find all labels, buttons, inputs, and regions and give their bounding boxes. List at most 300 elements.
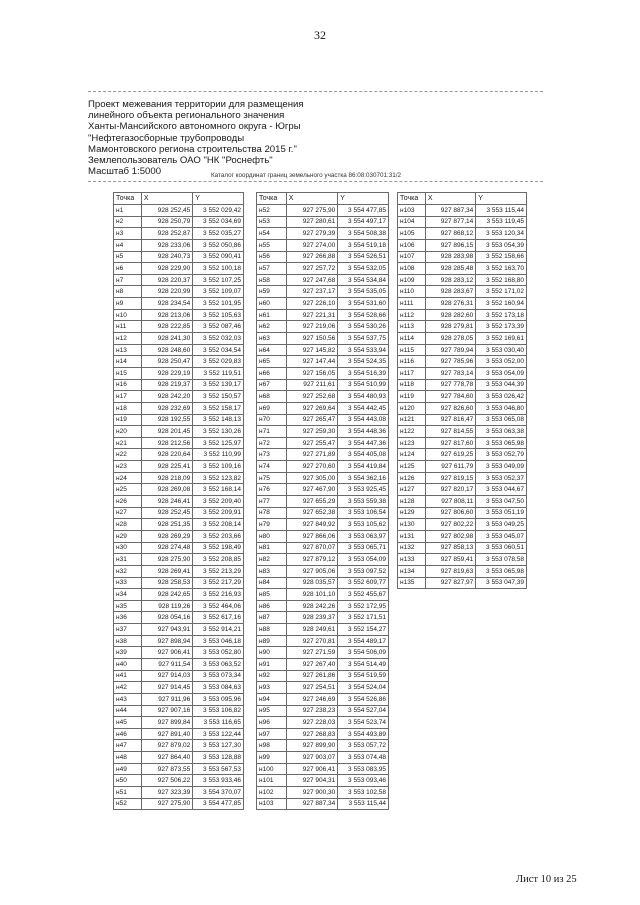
- point-cell: н63: [257, 333, 287, 345]
- col-header-y: Y: [193, 193, 244, 205]
- point-cell: н13: [114, 344, 142, 356]
- point-cell: н124: [398, 449, 426, 461]
- y-cell: 3 553 065,98: [476, 437, 527, 449]
- table-row: [257, 414, 389, 426]
- table-row: [114, 344, 244, 356]
- y-cell: 3 554 528,66: [338, 309, 389, 321]
- x-cell: 928 242,26: [286, 600, 338, 612]
- point-cell: н23: [114, 461, 142, 473]
- point-cell: н5: [114, 251, 142, 263]
- table-row: [257, 763, 389, 775]
- point-cell: н87: [257, 612, 287, 624]
- table-row: [114, 263, 244, 275]
- table-row: [114, 705, 244, 717]
- table-row: [114, 763, 244, 775]
- y-cell: 3 553 925,45: [338, 484, 389, 496]
- table-row: [114, 426, 244, 438]
- y-cell: 3 553 065,08: [476, 414, 527, 426]
- table-row: [257, 530, 389, 542]
- table-row: [114, 798, 244, 810]
- point-cell: н61: [257, 309, 287, 321]
- caption-rule: [88, 181, 543, 182]
- table-row: [257, 461, 389, 473]
- x-cell: 927 271,59: [286, 647, 338, 659]
- x-cell: 927 820,17: [425, 484, 475, 496]
- point-cell: н49: [114, 763, 142, 775]
- point-cell: н77: [257, 496, 287, 508]
- point-cell: н4: [114, 239, 142, 251]
- x-cell: 927 279,39: [286, 228, 338, 240]
- table-row: [398, 449, 527, 461]
- x-cell: 928 283,98: [425, 251, 475, 263]
- y-cell: 3 552 130,26: [193, 426, 244, 438]
- table-row: [114, 519, 244, 531]
- table-row: [114, 530, 244, 542]
- point-cell: н84: [257, 577, 287, 589]
- table-row: [398, 391, 527, 403]
- table-row: [114, 472, 244, 484]
- y-cell: 3 554 514,49: [338, 658, 389, 670]
- table-row: [114, 554, 244, 566]
- y-cell: 3 553 093,46: [338, 775, 389, 787]
- point-cell: н50: [114, 775, 142, 787]
- coordinates-table-2: [256, 192, 389, 810]
- y-cell: 3 553 115,44: [338, 798, 389, 810]
- y-cell: 3 553 097,52: [338, 565, 389, 577]
- x-cell: 928 229,90: [141, 263, 192, 275]
- y-cell: 3 552 914,21: [193, 624, 244, 636]
- y-cell: 3 553 046,18: [193, 635, 244, 647]
- table-row: [398, 554, 527, 566]
- point-cell: н21: [114, 437, 142, 449]
- x-cell: 927 879,12: [286, 554, 338, 566]
- y-cell: 3 552 203,66: [193, 530, 244, 542]
- y-cell: 3 553 063,38: [476, 426, 527, 438]
- point-cell: н93: [257, 682, 287, 694]
- y-cell: 3 553 065,71: [338, 542, 389, 554]
- y-cell: 3 554 537,75: [338, 333, 389, 345]
- x-cell: 927 819,15: [425, 472, 475, 484]
- y-cell: 3 553 049,09: [476, 461, 527, 473]
- x-cell: 928 220,37: [141, 274, 192, 286]
- catalog-caption: Каталог координат границ земельного участка 86:08:030701:31/2: [211, 172, 402, 179]
- y-cell: 3 554 535,05: [338, 286, 389, 298]
- y-cell: 3 554 419,84: [338, 461, 389, 473]
- point-cell: н53: [257, 216, 287, 228]
- x-cell: 927 914,45: [141, 682, 192, 694]
- y-cell: 3 554 527,04: [338, 705, 389, 717]
- x-cell: 928 225,41: [141, 461, 192, 473]
- x-cell: 928 212,56: [141, 437, 192, 449]
- y-cell: 3 552 464,06: [193, 600, 244, 612]
- point-cell: н60: [257, 298, 287, 310]
- x-cell: 928 239,37: [286, 612, 338, 624]
- x-cell: 928 232,69: [141, 402, 192, 414]
- table-row: [114, 414, 244, 426]
- y-cell: 3 554 448,36: [338, 426, 389, 438]
- table-row: [257, 344, 389, 356]
- y-cell: 3 554 447,36: [338, 437, 389, 449]
- point-cell: н107: [398, 251, 426, 263]
- table-row: [114, 600, 244, 612]
- x-cell: 928 246,41: [141, 496, 192, 508]
- x-cell: 928 219,37: [141, 379, 192, 391]
- point-cell: н79: [257, 519, 287, 531]
- table-row: [257, 216, 389, 228]
- table-row: [398, 565, 527, 577]
- x-cell: 927 783,14: [425, 367, 475, 379]
- point-cell: н92: [257, 670, 287, 682]
- point-cell: н20: [114, 426, 142, 438]
- table-row: [398, 379, 527, 391]
- x-cell: 927 265,47: [286, 414, 338, 426]
- y-cell: 3 554 516,39: [338, 367, 389, 379]
- y-cell: 3 552 148,13: [193, 414, 244, 426]
- table-row: [398, 251, 527, 263]
- x-cell: 927 826,60: [425, 402, 475, 414]
- table-row: [398, 414, 527, 426]
- y-cell: 3 554 489,17: [338, 635, 389, 647]
- x-cell: 927 898,94: [141, 635, 192, 647]
- header-line: Масштаб 1:5000: [88, 166, 162, 178]
- table-row: [398, 437, 527, 449]
- x-cell: 928 276,31: [425, 298, 475, 310]
- x-cell: 928 101,10: [286, 589, 338, 601]
- point-cell: н46: [114, 728, 142, 740]
- col-header-x: X: [141, 193, 192, 205]
- x-cell: 927 778,78: [425, 379, 475, 391]
- y-cell: 3 552 029,42: [193, 205, 244, 217]
- x-cell: 927 150,56: [286, 333, 338, 345]
- point-cell: н97: [257, 728, 287, 740]
- y-cell: 3 554 443,08: [338, 414, 389, 426]
- table-row: [257, 298, 389, 310]
- table-row: [114, 391, 244, 403]
- point-cell: н66: [257, 367, 287, 379]
- table-row: [257, 251, 389, 263]
- table-row: [398, 507, 527, 519]
- x-cell: 927 906,41: [286, 763, 338, 775]
- y-cell: 3 553 054,39: [476, 239, 527, 251]
- point-cell: н106: [398, 239, 426, 251]
- point-cell: н78: [257, 507, 287, 519]
- table-row: [257, 647, 389, 659]
- table-row: [114, 624, 244, 636]
- point-cell: н32: [114, 565, 142, 577]
- x-cell: 927 271,89: [286, 449, 338, 461]
- y-cell: 3 552 209,40: [193, 496, 244, 508]
- y-cell: 3 554 530,26: [338, 321, 389, 333]
- point-cell: н38: [114, 635, 142, 647]
- point-cell: н19: [114, 414, 142, 426]
- table-row: [398, 530, 527, 542]
- col-header-y: Y: [476, 193, 527, 205]
- table-row: [398, 402, 527, 414]
- point-cell: н10: [114, 309, 142, 321]
- point-cell: н67: [257, 379, 287, 391]
- y-cell: 3 553 127,30: [193, 740, 244, 752]
- table-row: [114, 542, 244, 554]
- header-line: линейного объекта регионального значения: [88, 110, 285, 122]
- table-row: [114, 437, 244, 449]
- y-cell: 3 552 110,99: [193, 449, 244, 461]
- x-cell: 928 285,48: [425, 263, 475, 275]
- point-cell: н103: [398, 205, 426, 217]
- y-cell: 3 553 559,38: [338, 496, 389, 508]
- y-cell: 3 553 065,98: [476, 565, 527, 577]
- point-cell: н111: [398, 298, 426, 310]
- y-cell: 3 552 032,03: [193, 333, 244, 345]
- table-row: [114, 286, 244, 298]
- coordinates-table-1: [113, 192, 244, 810]
- x-cell: 927 899,84: [141, 717, 192, 729]
- point-cell: н57: [257, 263, 287, 275]
- y-cell: 3 554 519,59: [338, 670, 389, 682]
- y-cell: 3 554 532,05: [338, 263, 389, 275]
- y-cell: 3 553 105,62: [338, 519, 389, 531]
- x-cell: 927 247,68: [286, 274, 338, 286]
- col-header-y: Y: [338, 193, 389, 205]
- table-row: [398, 367, 527, 379]
- point-cell: н17: [114, 391, 142, 403]
- table-row: [257, 274, 389, 286]
- x-cell: 928 234,54: [141, 298, 192, 310]
- table-row: [257, 263, 389, 275]
- y-cell: 3 552 100,18: [193, 263, 244, 275]
- point-cell: н58: [257, 274, 287, 286]
- sheet-label: Лист 10 из 25: [516, 874, 577, 885]
- y-cell: 3 553 054,09: [476, 367, 527, 379]
- y-cell: 3 553 120,34: [476, 228, 527, 240]
- x-cell: 928 248,60: [141, 344, 192, 356]
- y-cell: 3 553 026,42: [476, 391, 527, 403]
- y-cell: 3 553 122,44: [193, 728, 244, 740]
- col-header-x: X: [286, 193, 338, 205]
- y-cell: 3 554 508,38: [338, 228, 389, 240]
- y-cell: 3 554 526,51: [338, 251, 389, 263]
- x-cell: 927 877,14: [425, 216, 475, 228]
- table-row: [398, 216, 527, 228]
- point-cell: н125: [398, 461, 426, 473]
- table-row: [114, 251, 244, 263]
- x-cell: 927 261,86: [286, 670, 338, 682]
- point-cell: н62: [257, 321, 287, 333]
- table-row: [114, 775, 244, 787]
- table-row: [114, 205, 244, 217]
- x-cell: 927 827,97: [425, 577, 475, 589]
- x-cell: 927 652,38: [286, 507, 338, 519]
- table-row: [114, 356, 244, 368]
- x-cell: 927 323,39: [141, 787, 192, 799]
- y-cell: 3 554 480,93: [338, 391, 389, 403]
- x-cell: 927 221,31: [286, 309, 338, 321]
- table-row: [114, 367, 244, 379]
- point-cell: н27: [114, 507, 142, 519]
- x-cell: 927 275,90: [141, 798, 192, 810]
- y-cell: 3 552 208,14: [193, 519, 244, 531]
- point-cell: н128: [398, 496, 426, 508]
- point-cell: н14: [114, 356, 142, 368]
- table-row: [257, 333, 389, 345]
- table-row: [114, 612, 244, 624]
- y-cell: 3 552 087,46: [193, 321, 244, 333]
- table-row: [257, 717, 389, 729]
- x-cell: 927 145,82: [286, 344, 338, 356]
- x-cell: 928 233,06: [141, 239, 192, 251]
- y-cell: 3 553 116,65: [193, 717, 244, 729]
- x-cell: 927 257,72: [286, 263, 338, 275]
- y-cell: 3 554 524,04: [338, 682, 389, 694]
- table-row: [398, 577, 527, 589]
- x-cell: 927 859,41: [425, 554, 475, 566]
- y-cell: 3 552 160,94: [476, 298, 527, 310]
- point-cell: н12: [114, 333, 142, 345]
- table-row: [114, 309, 244, 321]
- point-cell: н59: [257, 286, 287, 298]
- table-row: [398, 309, 527, 321]
- x-cell: 927 864,40: [141, 752, 192, 764]
- x-cell: 927 252,68: [286, 391, 338, 403]
- point-cell: н11: [114, 321, 142, 333]
- table-row: [114, 298, 244, 310]
- table-row: [257, 670, 389, 682]
- table-row: [114, 752, 244, 764]
- table-row: [257, 635, 389, 647]
- point-cell: н2: [114, 216, 142, 228]
- point-cell: н98: [257, 740, 287, 752]
- y-cell: 3 554 370,07: [193, 787, 244, 799]
- point-cell: н29: [114, 530, 142, 542]
- point-cell: н7: [114, 274, 142, 286]
- point-cell: н24: [114, 472, 142, 484]
- x-cell: 927 655,29: [286, 496, 338, 508]
- point-cell: н9: [114, 298, 142, 310]
- table-row: [114, 239, 244, 251]
- table-row: [398, 263, 527, 275]
- y-cell: 3 554 533,94: [338, 344, 389, 356]
- table-row: [114, 496, 244, 508]
- x-cell: 928 218,09: [141, 472, 192, 484]
- point-cell: н80: [257, 530, 287, 542]
- point-cell: н104: [398, 216, 426, 228]
- table-row: [257, 426, 389, 438]
- x-cell: 927 802,98: [425, 530, 475, 542]
- x-cell: 928 252,87: [141, 228, 192, 240]
- y-cell: 3 552 090,41: [193, 251, 244, 263]
- point-cell: н117: [398, 367, 426, 379]
- y-cell: 3 553 060,51: [476, 542, 527, 554]
- table-row: [114, 728, 244, 740]
- y-cell: 3 554 497,17: [338, 216, 389, 228]
- y-cell: 3 552 119,51: [193, 367, 244, 379]
- point-cell: н126: [398, 472, 426, 484]
- point-cell: н37: [114, 624, 142, 636]
- x-cell: 927 270,60: [286, 461, 338, 473]
- point-cell: н129: [398, 507, 426, 519]
- y-cell: 3 553 063,52: [193, 658, 244, 670]
- x-cell: 928 222,85: [141, 321, 192, 333]
- y-cell: 3 552 158,66: [476, 251, 527, 263]
- table-row: [257, 356, 389, 368]
- y-cell: 3 552 109,07: [193, 286, 244, 298]
- table-row: [114, 693, 244, 705]
- table-row: [114, 461, 244, 473]
- point-cell: н3: [114, 228, 142, 240]
- table-row: [114, 333, 244, 345]
- table-row: [114, 484, 244, 496]
- point-cell: н34: [114, 589, 142, 601]
- point-cell: н25: [114, 484, 142, 496]
- x-cell: 927 870,07: [286, 542, 338, 554]
- y-cell: 3 552 163,70: [476, 263, 527, 275]
- table-row: [257, 577, 389, 589]
- point-cell: н120: [398, 402, 426, 414]
- y-cell: 3 552 034,54: [193, 344, 244, 356]
- table-row: [398, 205, 527, 217]
- table-row: [257, 693, 389, 705]
- x-cell: 928 283,67: [425, 286, 475, 298]
- x-cell: 928 278,05: [425, 333, 475, 345]
- x-cell: 927 868,12: [425, 228, 475, 240]
- point-cell: н90: [257, 647, 287, 659]
- x-cell: 927 305,00: [286, 472, 338, 484]
- page-number: 32: [314, 28, 326, 42]
- y-cell: 3 553 057,72: [338, 740, 389, 752]
- x-cell: 928 258,53: [141, 577, 192, 589]
- y-cell: 3 552 109,16: [193, 461, 244, 473]
- y-cell: 3 552 158,17: [193, 402, 244, 414]
- table-row: [257, 379, 389, 391]
- header-line: Проект межевания территории для размещения: [88, 99, 304, 110]
- table-row: [398, 239, 527, 251]
- point-cell: н96: [257, 717, 287, 729]
- x-cell: 927 237,17: [286, 286, 338, 298]
- x-cell: 927 280,61: [286, 216, 338, 228]
- x-cell: 928 201,45: [141, 426, 192, 438]
- point-cell: н86: [257, 600, 287, 612]
- x-cell: 927 819,63: [425, 565, 475, 577]
- point-cell: н130: [398, 519, 426, 531]
- point-cell: н26: [114, 496, 142, 508]
- y-cell: 3 552 209,91: [193, 507, 244, 519]
- x-cell: 927 506,22: [141, 775, 192, 787]
- point-cell: н105: [398, 228, 426, 240]
- x-cell: 928 251,35: [141, 519, 192, 531]
- y-cell: 3 554 493,89: [338, 728, 389, 740]
- x-cell: 927 903,07: [286, 752, 338, 764]
- table-row: [398, 286, 527, 298]
- table-row: [257, 624, 389, 636]
- table-row: [257, 496, 389, 508]
- y-cell: 3 553 052,00: [476, 356, 527, 368]
- x-cell: 927 849,92: [286, 519, 338, 531]
- y-cell: 3 553 054,09: [338, 554, 389, 566]
- y-cell: 3 554 523,74: [338, 717, 389, 729]
- y-cell: 3 552 050,86: [193, 239, 244, 251]
- point-cell: н95: [257, 705, 287, 717]
- x-cell: 927 219,06: [286, 321, 338, 333]
- x-cell: 927 899,90: [286, 740, 338, 752]
- point-cell: н127: [398, 484, 426, 496]
- table-row: [114, 635, 244, 647]
- point-cell: н65: [257, 356, 287, 368]
- point-cell: н102: [257, 787, 287, 799]
- table-row: [257, 519, 389, 531]
- table-row: [257, 239, 389, 251]
- y-cell: 3 553 030,40: [476, 344, 527, 356]
- x-cell: 928 229,19: [141, 367, 192, 379]
- x-cell: 927 266,88: [286, 251, 338, 263]
